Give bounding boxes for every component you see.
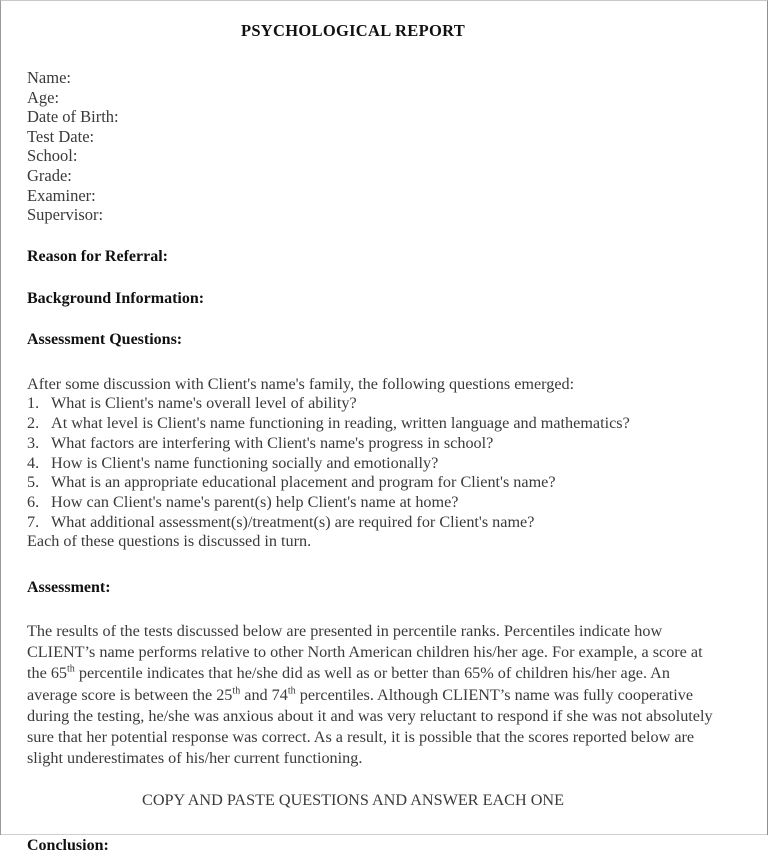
list-item-number: 5. xyxy=(27,473,40,492)
list-item-number: 6. xyxy=(27,492,40,511)
list-item xyxy=(27,414,727,434)
ordinal-suffix-25th: th xyxy=(232,685,241,697)
field-supervisor: Supervisor: xyxy=(27,205,104,225)
assessment-text-part-2: percentile indicates that he/she did as well as or better than 65% of children his/her age. An average score is between the 25 xyxy=(27,664,670,704)
copy-paste-instruction-note: COPY AND PASTE QUESTIONS AND ANSWER EACH ONE xyxy=(142,790,564,809)
list-item-text: What additional assessment(s)/treatment(s) are required for Client's name? xyxy=(51,512,535,531)
assessment-text-part-1: The results of the tests discussed below are presented in percentile ranks. Percentiles indicate how CLIENT’s name performs relative to other North American children his/her age. For example, a score at the 65 xyxy=(27,622,703,683)
assessment-questions-intro: After some discussion with Client's name's family, the following questions emerged: xyxy=(27,374,575,393)
assessment-questions-closing: Each of these questions is discussed in turn. xyxy=(27,532,312,551)
section-heading-conclusion: Conclusion: xyxy=(27,837,109,855)
field-examiner: Examiner: xyxy=(27,185,96,205)
list-item-number: 1. xyxy=(27,394,40,413)
list-item xyxy=(27,394,727,414)
section-heading-background-information: Background Information: xyxy=(27,289,205,307)
list-item xyxy=(27,493,727,513)
document-content xyxy=(27,1,727,855)
ordinal-suffix-74th: th xyxy=(287,685,296,697)
list-item-text: What is an appropriate educational placement and program for Client's name? xyxy=(51,473,556,492)
assessment-questions-list xyxy=(27,394,727,532)
section-heading-assessment-questions: Assessment Questions: xyxy=(27,330,183,348)
assessment-paragraph xyxy=(27,621,717,769)
field-grade: Grade: xyxy=(27,165,72,185)
list-item xyxy=(27,434,727,454)
client-info-field-list xyxy=(27,68,727,225)
list-item-text: How can Client's name's parent(s) help Client's name at home? xyxy=(51,492,459,511)
list-item-text: What factors are interfering with Client's name's progress in school? xyxy=(51,433,494,452)
field-age: Age: xyxy=(27,87,60,107)
section-heading-assessment: Assessment: xyxy=(27,579,111,597)
section-heading-reason-for-referral: Reason for Referral: xyxy=(27,247,168,265)
assessment-text-part-4: percentiles. Although CLIENT’s name was fully cooperative during the testing, he/she was anxious about it and was very reluctant to respond if she was not absolutely sure that her potential response was correct. As a result, it is possible that the scores reported below are slight underestimates of his/her current functioning. xyxy=(27,685,713,768)
field-school: School: xyxy=(27,146,78,166)
ordinal-suffix-65th: th xyxy=(67,664,75,676)
list-item-text: What is Client's name's overall level of ability? xyxy=(51,394,357,413)
list-item xyxy=(27,454,727,474)
assessment-text-part-3: and 74 xyxy=(240,685,288,704)
list-item-text: At what level is Client's name functioning in reading, written language and mathematics? xyxy=(51,414,630,433)
field-test-date: Test Date: xyxy=(27,126,95,146)
list-item-number: 4. xyxy=(27,453,40,472)
list-item-number: 2. xyxy=(27,414,40,433)
list-item-number: 3. xyxy=(27,433,40,452)
list-item xyxy=(27,473,727,493)
list-item xyxy=(27,513,727,533)
field-name: Name: xyxy=(27,68,71,87)
list-item-number: 7. xyxy=(27,512,40,531)
list-item-text: How is Client's name functioning socially and emotionally? xyxy=(51,453,439,472)
page-title: PSYCHOLOGICAL REPORT xyxy=(240,21,466,40)
field-date-of-birth: Date of Birth: xyxy=(27,107,119,127)
